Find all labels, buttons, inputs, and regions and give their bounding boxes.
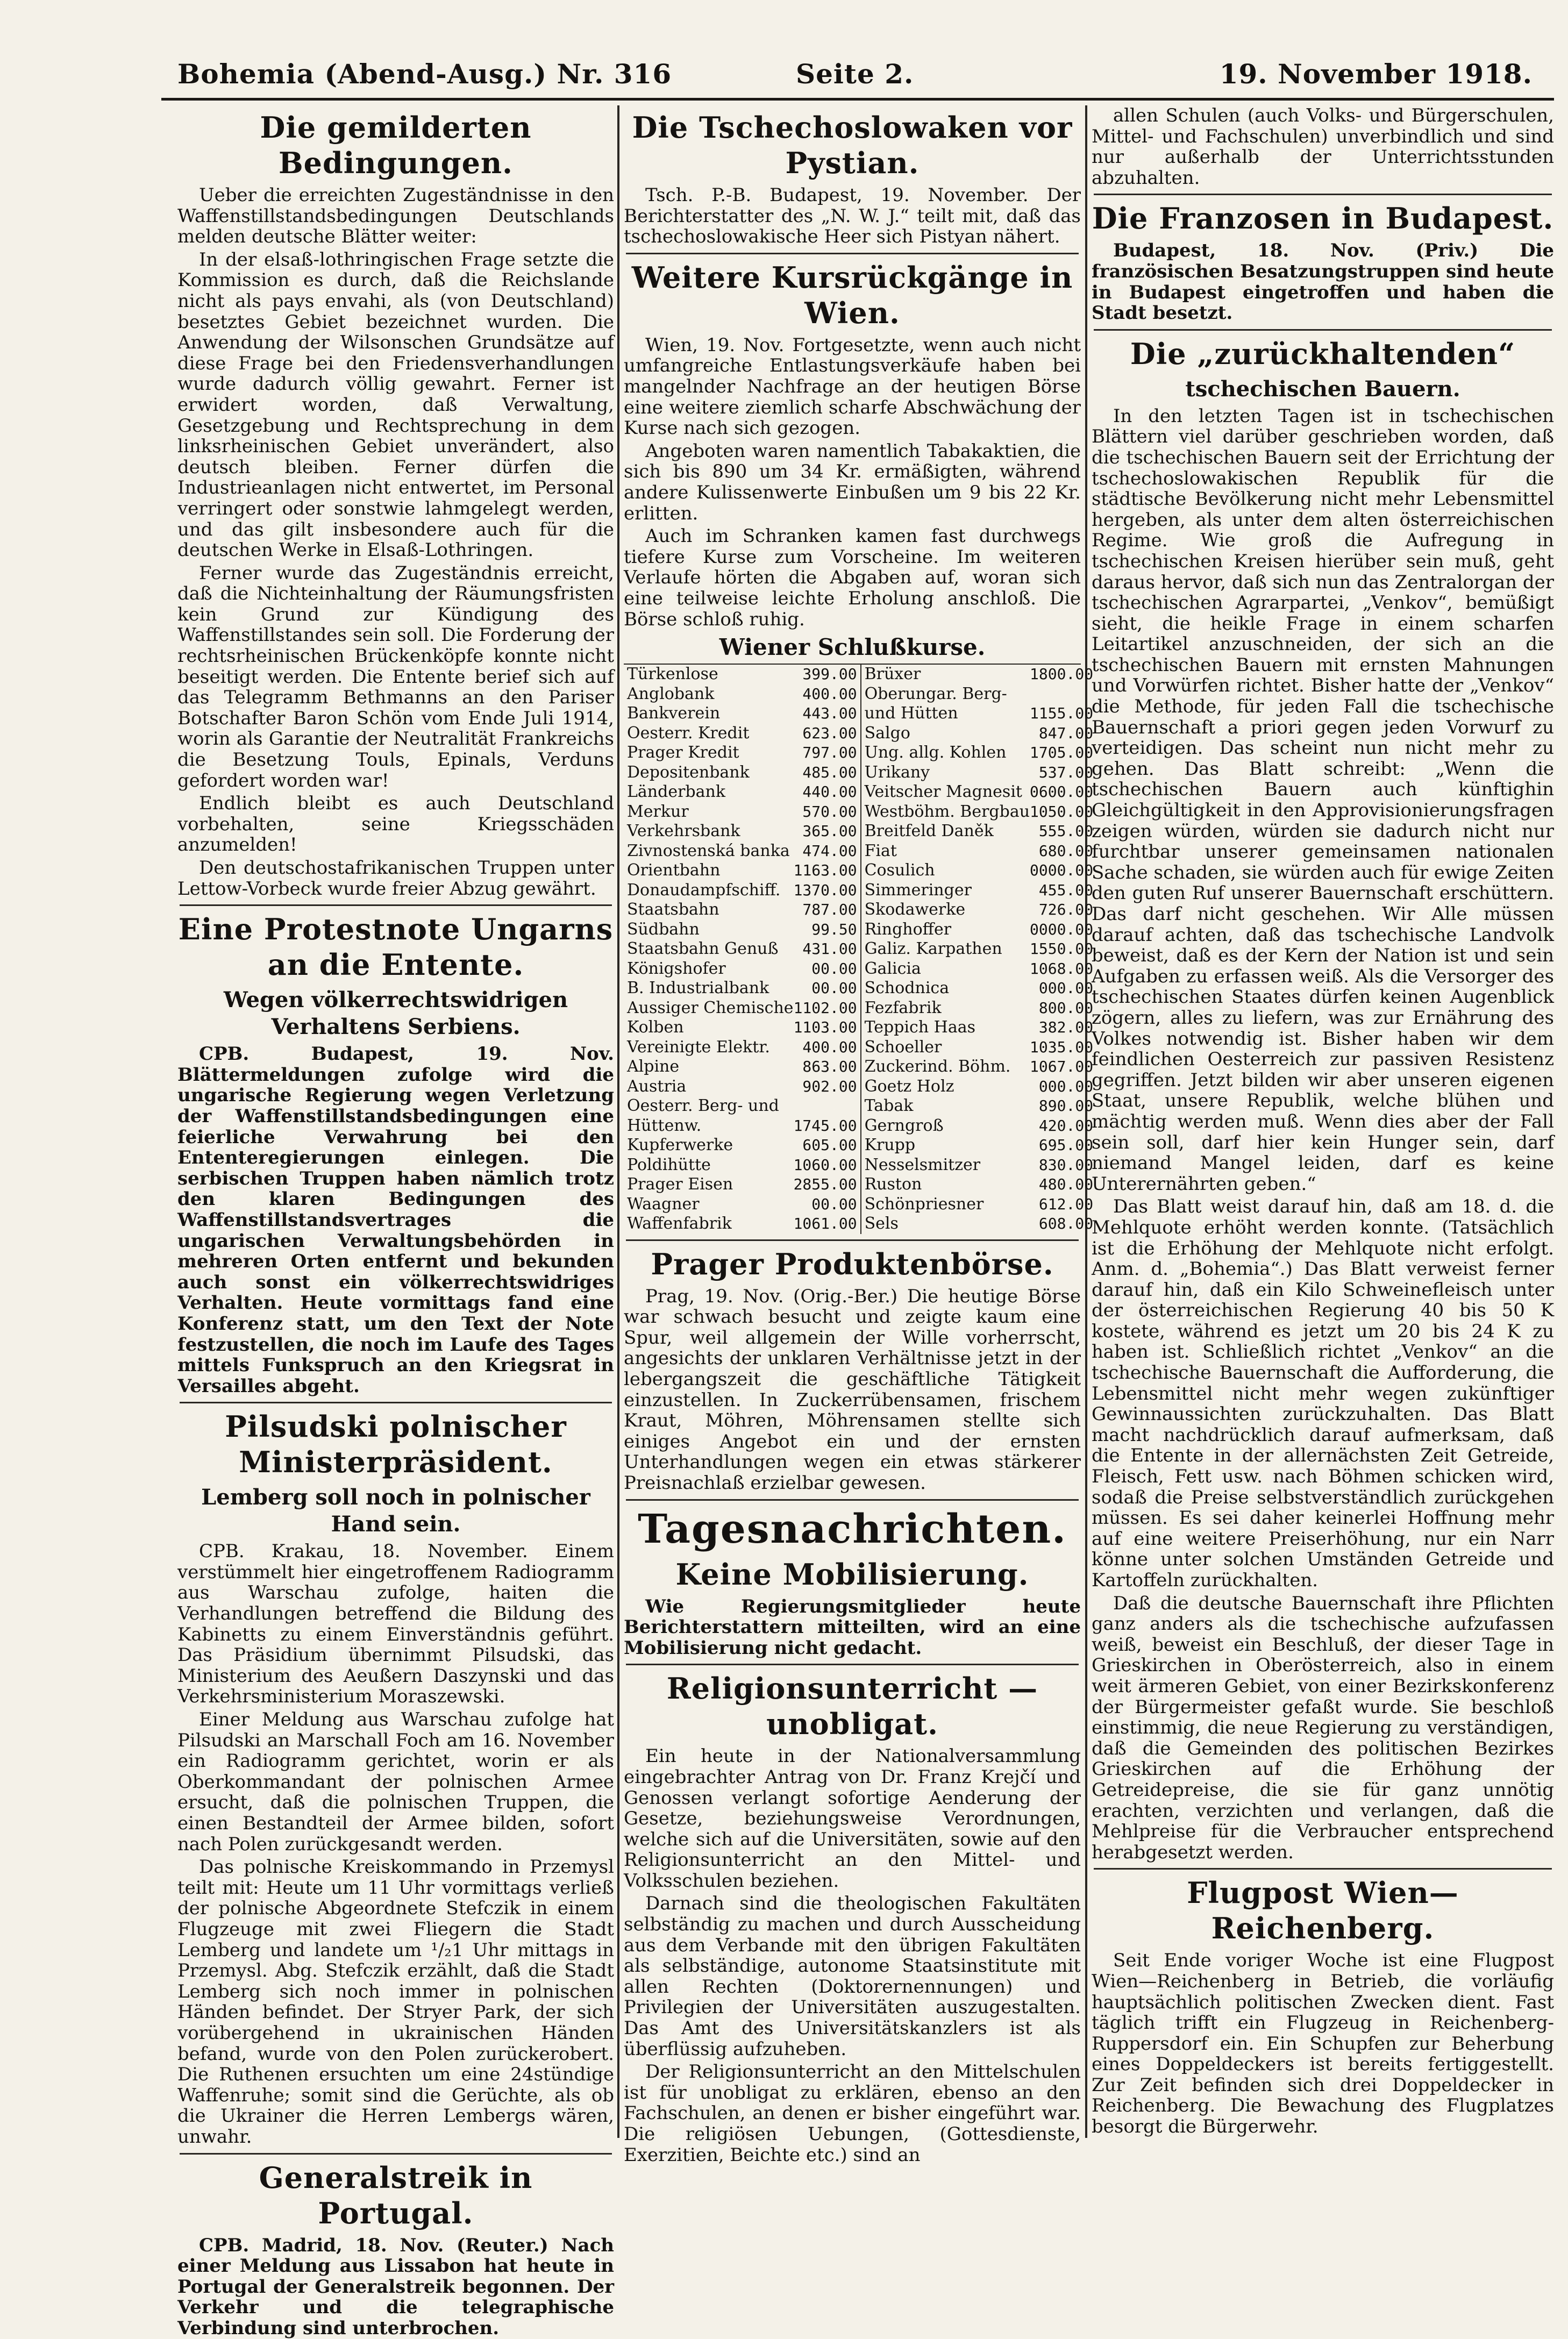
stock-value: 605.00: [802, 1136, 857, 1154]
article-title: Eine Protestnote Ungarns an die Entente.: [178, 912, 614, 982]
column-rule: [617, 105, 619, 2138]
stock-name: Galiz. Karpathen: [864, 939, 1002, 959]
stock-name: Staatsbahn: [627, 900, 719, 919]
stock-name: Oesterr. Kredit: [627, 723, 750, 743]
stock-name: Kolben: [627, 1018, 684, 1037]
stock-name: Schoeller: [864, 1037, 942, 1057]
stock-value: 1550.00: [1030, 940, 1094, 958]
article-title: Die Tschechoslowaken vor Pystian.: [632, 110, 1073, 180]
stock-row: [624, 1116, 860, 1136]
stock-row: [861, 1175, 1096, 1195]
stock-value: 474.00: [802, 842, 857, 860]
stock-value: 800.00: [1038, 999, 1094, 1017]
stock-value: 1061.00: [793, 1215, 857, 1233]
stock-row: [624, 999, 860, 1018]
article-title: Prager Produktenbörse.: [651, 1246, 1054, 1281]
stock-name: Skodawerke: [864, 900, 966, 919]
article-paragraph: Endlich bleibt es auch Deutschland vorbehalten, seine Kriegsschäden anzumelden!: [177, 793, 614, 856]
stock-name: Krupp: [864, 1136, 916, 1155]
stock-row: [624, 900, 860, 920]
stock-name: Kupferwerke: [627, 1136, 733, 1155]
stock-name: Anglobank: [627, 684, 715, 703]
stock-row: [861, 1057, 1096, 1077]
stock-value: 570.00: [802, 802, 857, 821]
stock-row: [861, 802, 1096, 822]
stock-row: [861, 822, 1096, 842]
article-separator: [626, 1664, 1079, 1665]
masthead-page: Seite 2.: [796, 58, 914, 90]
article-paragraph: Angeboten waren namentlich Tabakaktien, die sich bis 890 um 34 Kr. ermäßigten, während andere Kulissenwerte Einbußen um 9 bis 22 Kr. erlitten.: [624, 440, 1081, 524]
stock-row: [624, 1096, 860, 1116]
stock-value: 863.00: [802, 1058, 857, 1076]
stock-value: 902.00: [802, 1077, 857, 1095]
stock-name: Teppich Haas: [864, 1018, 976, 1037]
stock-name: Breitfeld Daněk: [864, 822, 994, 841]
stock-row: [624, 920, 860, 940]
stock-row: [624, 881, 860, 901]
stock-value: 612.00: [1038, 1195, 1094, 1213]
article-paragraph: Wien, 19. Nov. Fortgesetzte, wenn auch nicht umfangreiche Entlastungsverkäufe haben bei mangelnder Nachfrage an der heutigen Börse eine weitere ziemlich scharfe Abschwächung der Kurse nach sich gezogen.: [624, 334, 1081, 439]
stock-row: [624, 822, 860, 842]
stock-value: 1102.00: [793, 999, 857, 1017]
article-title: Keine Mobilisierung.: [675, 1557, 1029, 1592]
article-title: Weitere Kursrückgänge in Wien.: [631, 260, 1073, 330]
article-separator: [1094, 329, 1552, 331]
stock-name: Vereinigte Elektr.: [627, 1037, 770, 1057]
article-paragraph: Prag, 19. Nov. (Orig.-Ber.) Die heutige Börse war schwach besucht und zeigte kaum eine Spur, weil allgemein der Wille vorherrscht, angesichts der unklaren Verhältnisse jetzt in der lebergangszeit die geschäftliche Tätigkeit einzustellen. In Zuckerrübensamen, frischem Kraut, Möhren, Möhrensamen stellte sich einiges Angebot ein und der ernsten Unterhandlungen wegen ein etwas stärkerer Preisnachlaß erzielbar gewesen.: [624, 1285, 1081, 1494]
stock-row: [624, 665, 860, 684]
article-title-line2: tschechischen Bauern.: [1185, 376, 1460, 402]
stock-row: [861, 920, 1096, 940]
article-paragraph: Darnach sind die theologischen Fakultäten selbständig zu machen und durch Ausscheidung aus dem Verbande mit den übrigen Fakultäten als selbständige, autonome Staatsinstitute mit allen Rechten (Doktorernennungen) und Privilegien der Universitäten auszugestalten. Das Amt des Universitätskanzlers ist als überflüssig aufzuheben.: [624, 1893, 1081, 2060]
stock-row: [624, 782, 860, 802]
article-separator: [1094, 1868, 1552, 1870]
article-title: Religionsunterricht — unobligat.: [666, 1671, 1038, 1742]
article-paragraph: Auch im Schranken kamen fast durchwegs tiefere Kurse zum Vorscheine. Im weiteren Verlaufe hörten die Abgaben auf, woran sich eine teilweise leichte Erholung anschloß. Die Börse schloß ruhig.: [624, 525, 1081, 630]
stock-row: [624, 802, 860, 822]
article-paragraph: Tsch. P.-B. Budapest, 19. November. Der Berichterstatter des „N. W. J.“ teilt mit, daß das tschechoslowakische Heer sich Pistyan nähert.: [624, 184, 1081, 248]
stock-row: [624, 763, 860, 783]
stock-name: Zuckerind. Böhm.: [864, 1057, 1011, 1076]
stock-name: Galicia: [864, 959, 921, 978]
stock-name: Oberungar. Berg-: [864, 684, 1007, 703]
stock-name: Austria: [627, 1076, 687, 1096]
article-paragraph: Das Blatt weist darauf hin, daß am 18. d. die Mehlquote erhöht werden konnte. (Tatsächlich ist die Erhöhung der Mehlquote nicht erfolgt. Anm. d. „Bohemia“.) Das Blatt verweist ferner darauf hin, daß ein Kilo Schweinefleisch unter der österreichischen Regierung 40 bis 50 K kostete, während es jetzt um 20 bis 24 K zu haben ist. Schließlich richtet „Venkov“ an die tschechische Bauernschaft die Aufforderung, die Lebensmittel nicht mehr wegen zukünftiger Gewinnaussichten zurückzuhalten. Das Blatt macht nachdrücklich darauf aufmerksam, daß die Entente in der allernächsten Zeit Getreide, Fleisch, Fett usw. nach Böhmen schicken wird, sodaß die Preise selbstverständlich zurückgehen müssen. Es sei daher keinerlei Hoffnung mehr auf eine weitere Preiserhöhung, nur ein Narr könne unter solchen Umständen Getreide und Kartoffeln zurückhalten.: [1092, 1196, 1554, 1591]
stock-name: Cosulich: [864, 861, 935, 880]
stock-name: Donaudampfschiff.: [627, 880, 781, 900]
stock-table-left: [624, 665, 861, 1234]
stock-value: 1068.00: [1030, 959, 1094, 978]
stock-name: Bankverein: [627, 704, 721, 723]
article-title: Die Franzosen in Budapest.: [1092, 201, 1554, 236]
stock-row: [624, 1175, 860, 1195]
stock-value: 420.00: [1038, 1116, 1094, 1135]
stock-value: 695.00: [1038, 1136, 1094, 1154]
stock-value: 1035.00: [1030, 1038, 1094, 1056]
article-subtitle: Wegen völkerrechtswidrigen Verhaltens Serbiens.: [223, 987, 568, 1040]
stock-name: Nesselsmitzer: [864, 1155, 981, 1174]
stock-row: [861, 1096, 1096, 1116]
stock-name: Waffenfabrik: [627, 1214, 732, 1233]
stock-value: 608.00: [1038, 1215, 1094, 1233]
column-2: [624, 105, 1094, 2166]
stock-value: 1050.00: [1030, 802, 1094, 821]
stock-value: 00.00: [811, 1195, 857, 1213]
stock-name: Merkur: [627, 802, 689, 821]
stock-name: Fiat: [864, 841, 897, 860]
stock-value: 680.00: [1038, 842, 1094, 860]
stock-table-right: [861, 665, 1096, 1234]
stock-value: 00.00: [811, 979, 857, 997]
article-paragraph: In den letzten Tagen ist in tschechischen Blättern viel darüber geschrieben worden, daß die tschechischen Bauern seit der Errichtung der tschechoslowakischen Republik für die städtische Bevölkerung nicht mehr Lebensmittel hergeben, als unter dem alten österreichischen Regime. Wie groß die Aufregung in tschechischen Kreisen hierüber sein muß, geht daraus hervor, daß sich nun das Zentralorgan der tschechischen Agrarpartei, „Venkov“, bemüßigt sieht, die heikle Frage in einem scharfen Leitartikel anzuschneiden, der sich an die tschechischen Bauern mit ernsten Mahnungen und Vorwürfen richtet. Bisher hatte der „Venkov“ die Methode, für jeden Fall die tschechische Bauernschaft a priori gegen jeden Vorwurf zu verteidigen. Das scheint nun nicht mehr zu gehen. Das Blatt schreibt: „Wenn die tschechischen Bauern auch künftighin Gleichgültigkeit in den Approvisionierungsfragen zeigen würden, würden sie dadurch nicht nur furchtbar unserer gemeinsamen nationalen Sache schaden, sie würden auch für ewige Zeiten den guten Ruf unserer Bauernschaft erschüttern. Das darf nicht geschehen. Wir Alle müssen darauf achten, daß das tschechische Landvolk beweist, daß es der Kern der Nation ist und sein Aufgaben zu erfassen weiß. Als die Versorger des tschechischen Staates dürfen keinen Augenblick zögern, alles zu liefern, was zur Ernährung des Volkes notwendig ist. Bisher haben wir dem feindlichen Oesterreich zur passiven Resistenz gegriffen. Jetzt bilden wir aber unseren eigenen Staat, unsere Republik, welche blühen und mächtig werden muß. Wenn dies aber der Fall sein soll, darf hier kein Hunger sein, darf niemand Mangel leiden, darf es keine Unterernährten geben.“: [1092, 405, 1554, 1195]
stock-value: 485.00: [802, 763, 857, 781]
stock-value: 00.00: [811, 959, 857, 978]
article-separator: [626, 1239, 1079, 1241]
stock-table-title: Wiener Schlußkurse.: [719, 634, 986, 661]
stock-row: [624, 1057, 860, 1077]
stock-name: Prager Eisen: [627, 1175, 733, 1194]
article-paragraph: Ferner wurde das Zugeständnis erreicht, daß die Nichteinhaltung der Räumungsfristen kein Grund zur Kündigung des Waffenstillstandes sein soll. Die Forderung der rechtsrheinischen Brückenköpfe konnte nicht beseitigt werden. Die Entente berief sich auf das Telegramm Bethmanns an den Pariser Botschafter Baron Schön vom Ende Juli 1914, worin als Garantie der Neutralität Frankreichs die Besetzung Touls, Epinals, Verduns gefordert worden war!: [177, 562, 614, 791]
article-separator: [1094, 194, 1552, 195]
stock-row: [861, 861, 1096, 881]
stock-value: 0000.00: [1030, 861, 1094, 880]
article-paragraph: allen Schulen (auch Volks- und Bürgerschulen, Mittel- und Fachschulen) unverbindlich und sind nur außerhalb der Unterrichtsstunden abzuhalten.: [1092, 105, 1554, 189]
stock-row: [861, 743, 1096, 763]
stock-table: [624, 664, 1094, 1234]
stock-value: 787.00: [802, 901, 857, 919]
article-paragraph: In der elsaß-lothringischen Frage setzte die Kommission es durch, daß die Reichslande nicht als pays envahi, als (von Deutschland) besetztes Gebiet bezeichnet wurden. Die Anwendung der Wilsonschen Grundsätze auf diese Frage bei den Friedensverhandlungen wurde dadurch völlig gewahrt. Ferner ist erwidert worden, daß Verwaltung, Gesetzgebung und Rechtsprechung in dem linksrheinischen Gebiet unverändert, also deutsch bleiben. Ferner dürfen die Industrieanlagen nicht entwertet, im Personal verringert oder sonstwie lahmgelegt werden, und das gilt insbesondere auch für die deutschen Werke in Elsaß-Lothringen.: [177, 248, 614, 561]
stock-value: 1163.00: [793, 861, 857, 880]
stock-row: [624, 1018, 860, 1038]
stock-value: 623.00: [802, 724, 857, 742]
stock-row: [861, 900, 1096, 920]
stock-value: 399.00: [802, 665, 857, 683]
stock-value: 365.00: [802, 822, 857, 840]
article-separator: [180, 904, 612, 906]
stock-row: [861, 1195, 1096, 1215]
stock-value: 400.00: [802, 684, 857, 703]
stock-value: 1800.00: [1030, 665, 1094, 683]
stock-name: Fezfabrik: [864, 998, 942, 1017]
stock-name: Salgo: [864, 723, 910, 743]
article-paragraph: CPB. Budapest, 19. Nov. Blättermeldungen zufolge wird die ungarische Regierung wegen Verletzung der Waffenstillstandsbedingungen eine feierliche Verwahrung bei den Ententeregierungen einlegen. Die serbischen Truppen haben nämlich trotz den klaren Bedingungen des Waffenstillstandsvertrages die ungarischen Verwaltungsbehörden in mehreren Orten entfernt und bekunden auch sonst ein völkerrechtswidriges Verhalten. Heute vormittags fand eine Konferenz statt, um den Text der Note festzustellen, die noch im Laufe des Tages mittels Funkspruch an den Kriegsrat in Versailles abgeht.: [177, 1043, 614, 1397]
stock-row: [624, 939, 860, 959]
stock-value: 480.00: [1038, 1175, 1094, 1194]
stock-name: Orientbahn: [627, 861, 721, 880]
stock-row: [861, 665, 1096, 684]
article-paragraph: CPB. Madrid, 18. Nov. (Reuter.) Nach einer Meldung aus Lissabon hat heute in Portugal der Generalstreik begonnen. Der Verkehr und die telegraphische Verbindung sind unterbrochen.: [177, 2234, 614, 2339]
article-title: Die gemilderten Bedingungen.: [260, 110, 532, 180]
stock-value: 1067.00: [1030, 1058, 1094, 1076]
stock-name: Länderbank: [627, 782, 726, 802]
masthead: [161, 56, 1554, 94]
stock-value: 0600.00: [1030, 783, 1094, 801]
stock-row: [861, 1077, 1096, 1097]
masthead-date: 19. November 1918.: [1219, 58, 1533, 90]
stock-value: 382.00: [1038, 1018, 1094, 1037]
stock-name: Simmeringer: [864, 880, 972, 900]
stock-name: Urikany: [864, 762, 930, 782]
stock-row: [624, 1195, 860, 1215]
stock-row: [861, 782, 1096, 802]
stock-row: [624, 1214, 860, 1234]
stock-row: [861, 1116, 1096, 1136]
stock-name: Zivnostenská banka: [627, 841, 790, 860]
stock-name: Königshofer: [627, 959, 726, 978]
stock-name: Gerngroß: [864, 1116, 944, 1135]
stock-value: 440.00: [802, 783, 857, 801]
stock-name: Prager Kredit: [627, 743, 739, 762]
stock-row: [861, 1214, 1096, 1234]
stock-row: [861, 959, 1096, 979]
stock-value: 1103.00: [793, 1018, 857, 1037]
stock-name: Depositenbank: [627, 762, 750, 782]
stock-value: 2855.00: [793, 1175, 857, 1194]
stock-row: [861, 1038, 1096, 1058]
stock-row: [861, 724, 1096, 744]
stock-name: Hüttenw.: [627, 1116, 702, 1135]
stock-name: und Hütten: [864, 704, 958, 723]
article-separator: [626, 1499, 1079, 1501]
stock-row: [861, 704, 1096, 724]
article-paragraph: Seit Ende voriger Woche ist eine Flugpost Wien—Reichenberg in Betrieb, die vorläufig hauptsächlich politischen Zwecken dient. Fast täglich trifft ein Flugzeug in Reichenberg-Ruppersdorf ein. Ein Schupfen zur Beherbung eines Doppeldeckers ist bereits fertiggestellt. Zur Zeit befinden sich drei Doppeldecker in Reichenberg. Die Bewachung des Flugplatzes besorgt die Bürgerwehr.: [1092, 1950, 1554, 2138]
stock-row: [624, 1038, 860, 1058]
stock-value: 726.00: [1038, 901, 1094, 919]
stock-row: [624, 1077, 860, 1097]
stock-name: Tabak: [864, 1096, 914, 1116]
stock-row: [861, 881, 1096, 901]
stock-row: [861, 979, 1096, 999]
stock-name: Türkenlose: [627, 665, 718, 684]
stock-name: Goetz Holz: [864, 1076, 954, 1096]
stock-name: Schönpriesner: [864, 1194, 984, 1214]
stock-value: 537.00: [1038, 763, 1094, 781]
stock-value: 99.50: [811, 920, 857, 938]
article-separator: [180, 1402, 612, 1403]
stock-name: Westböhm. Bergbau: [864, 802, 1030, 821]
stock-row: [861, 939, 1096, 959]
article-paragraph: Budapest, 18. Nov. (Priv.) Die französischen Besatzungstruppen sind heute in Budapest eingetroffen und haben die Stadt besetzt.: [1092, 240, 1554, 324]
stock-row: [624, 1156, 860, 1175]
stock-name: Südbahn: [627, 919, 700, 939]
article-paragraph: Den deutschostafrikanischen Truppen unter Lettow-Vorbeck wurde freier Abzug gewährt.: [177, 857, 614, 900]
article-paragraph: Wie Regierungsmitglieder heute Berichterstattern mitteilten, wird an eine Mobilisierung nicht gedacht.: [624, 1595, 1081, 1659]
stock-name: Poldihütte: [627, 1155, 711, 1174]
stock-name: Alpine: [627, 1057, 680, 1076]
section-title: Tagesnachrichten.: [638, 1506, 1067, 1552]
stock-value: 555.00: [1038, 822, 1094, 840]
stock-row: [861, 1156, 1096, 1175]
stock-value: 797.00: [802, 744, 857, 762]
stock-value: 455.00: [1038, 881, 1094, 899]
stock-row: [624, 724, 860, 744]
stock-value: 400.00: [802, 1038, 857, 1056]
stock-name: B. Industrialbank: [627, 979, 769, 998]
stock-row: [624, 842, 860, 861]
stock-name: Ung. allg. Kohlen: [864, 743, 1007, 762]
article-title: Generalstreik in Portugal.: [259, 2160, 533, 2230]
stock-name: Oesterr. Berg- und: [627, 1096, 779, 1116]
stock-value: 000.00: [1038, 979, 1094, 997]
stock-value: 890.00: [1038, 1097, 1094, 1115]
masthead-issue: Bohemia (Abend-Ausg.) Nr. 316: [177, 58, 672, 90]
stock-name: Staatsbahn Genuß: [627, 939, 779, 959]
article-separator: [626, 253, 1079, 254]
stock-value: 1705.00: [1030, 744, 1094, 762]
article-paragraph: Ein heute in der Nationalversammlung eingebrachter Antrag von Dr. Franz Krejčí und Genossen verlangt sofortige Aenderung der Gesetze, beziehungsweise Verordnungen, welche sich auf die Universitäten, sowie auf den Religionsunterricht an den Mittel- und Volksschulen beziehen.: [624, 1745, 1081, 1892]
stock-value: 1745.00: [793, 1116, 857, 1135]
stock-row: [624, 1136, 860, 1156]
stock-name: Veitscher Magnesit: [864, 782, 1022, 802]
stock-row: [861, 1018, 1096, 1038]
stock-row: [624, 684, 860, 704]
article-paragraph: CPB. Krakau, 18. November. Einem verstümmelt hier eingetroffenem Radiogramm aus Warschau zufolge, haiten die Verhandlungen betreffend die Bildung des Kabinetts zu einem Einverständnis geführt. Das Präsidium übernimmt Pilsudski, das Ministerium des Aeußern Daszynski und das Verkehrsministerium Moraszewski.: [177, 1541, 614, 1708]
stock-name: Sels: [864, 1214, 899, 1233]
stock-row: [624, 959, 860, 979]
stock-name: Schodnica: [864, 979, 950, 998]
article-paragraph: Einer Meldung aus Warschau zufolge hat Pilsudski an Marschall Foch am 16. November ein Radiogramm gerichtet, worin er als Oberkommandant der polnischen Armee ersucht, daß die polnischen Truppen, die einen Bestandteil der Armee bilden, sofort nach Polen zurückgesandt werden.: [177, 1709, 614, 1855]
stock-row: [861, 1136, 1096, 1156]
stock-name: Waagner: [627, 1194, 700, 1214]
stock-name: Brüxer: [864, 665, 921, 684]
stock-row: [861, 999, 1096, 1018]
stock-name: Ruston: [864, 1175, 922, 1194]
stock-value: 443.00: [802, 704, 857, 723]
stock-value: 847.00: [1038, 724, 1094, 742]
article-title: Pilsudski polnischer Ministerpräsident.: [225, 1409, 567, 1480]
stock-row: [861, 763, 1096, 783]
stock-name: Aussiger Chemische: [627, 998, 794, 1017]
column-1: [177, 105, 614, 2339]
article-subtitle: Lemberg soll noch in polnischer Hand sein.: [201, 1485, 590, 1537]
stock-row: [624, 743, 860, 763]
stock-value: 830.00: [1038, 1156, 1094, 1174]
stock-value: 1370.00: [793, 881, 857, 899]
article-paragraph: Das polnische Kreiskommando in Przemysl teilt mit: Heute um 11 Uhr vormittags verließ der polnische Abgeordnete Stefczik in einem Flugzeuge mit zwei Fliegern die Stadt Lemberg und landete um ¹/₂1 Uhr mittags in Przemysl. Abg. Stefczik erzählt, daß die Stadt Lemberg sich noch immer in polnischen Händen befindet. Der Stryer Park, der sich vorübergehend in ukrainischen Händen befand, wurde von den Polen zurückerobert. Die Ruthenen ersuchten um eine 24stündige Waffenruhe; somit sind die Gerüchte, als ob die Ukrainer die Herren Lembergs wären, unwahr.: [177, 1856, 614, 2148]
stock-row: [624, 704, 860, 724]
stock-value: 1155.00: [1030, 704, 1094, 723]
article-title: Die „zurückhaltenden“: [1130, 336, 1516, 371]
stock-row: [624, 979, 860, 999]
article-separator: [180, 2153, 612, 2155]
stock-value: 1060.00: [793, 1156, 857, 1174]
stock-row: [861, 842, 1096, 861]
stock-row: [624, 861, 860, 881]
article-paragraph: Ueber die erreichten Zugeständnisse in den Waffenstillstandsbedingungen Deutschlands melden deutsche Blätter weiter:: [177, 184, 614, 248]
stock-value: 0000.00: [1030, 920, 1094, 938]
header-rule: [161, 98, 1554, 101]
stock-value: 000.00: [1038, 1077, 1094, 1095]
stock-value: 431.00: [802, 940, 857, 958]
article-paragraph: Der Religionsunterricht an den Mittelschulen ist für unobligat zu erklären, ebenso an den Fachschulen, an denen er bisher eingeführt war. Die religiösen Uebungen, (Gottesdienste, Exerzitien, Beichte etc.) sind an: [624, 2061, 1081, 2166]
stock-name: Ringhoffer: [864, 919, 952, 939]
article-paragraph: Daß die deutsche Bauernschaft ihre Pflichten ganz anders als die tschechische aufzufassen weiß, beweist ein Beschluß, der dieser Tage in Grieskirchen in Oberösterreich, also in einem weit ärmeren Gebiet, von einer Bezirkskonferenz der Bürgermeister gefaßt wurde. Sie beschloß einstimmig, die neue Regierung zu verständigen, daß die Gemeinden des politischen Bezirkes Grieskirchen auf die Erhöhung der Getreidepreise, die sie für ganz unnötig erachten, verzichten und verlangen, daß die Mehlpreise für die Verbraucher entsprechend herabgesetzt werden.: [1092, 1592, 1554, 1863]
column-3: [1092, 105, 1554, 2149]
stock-name: Verkehrsbank: [627, 822, 740, 841]
article-title: Flugpost Wien—Reichenberg.: [1187, 1876, 1459, 1946]
stock-row: [861, 684, 1096, 704]
